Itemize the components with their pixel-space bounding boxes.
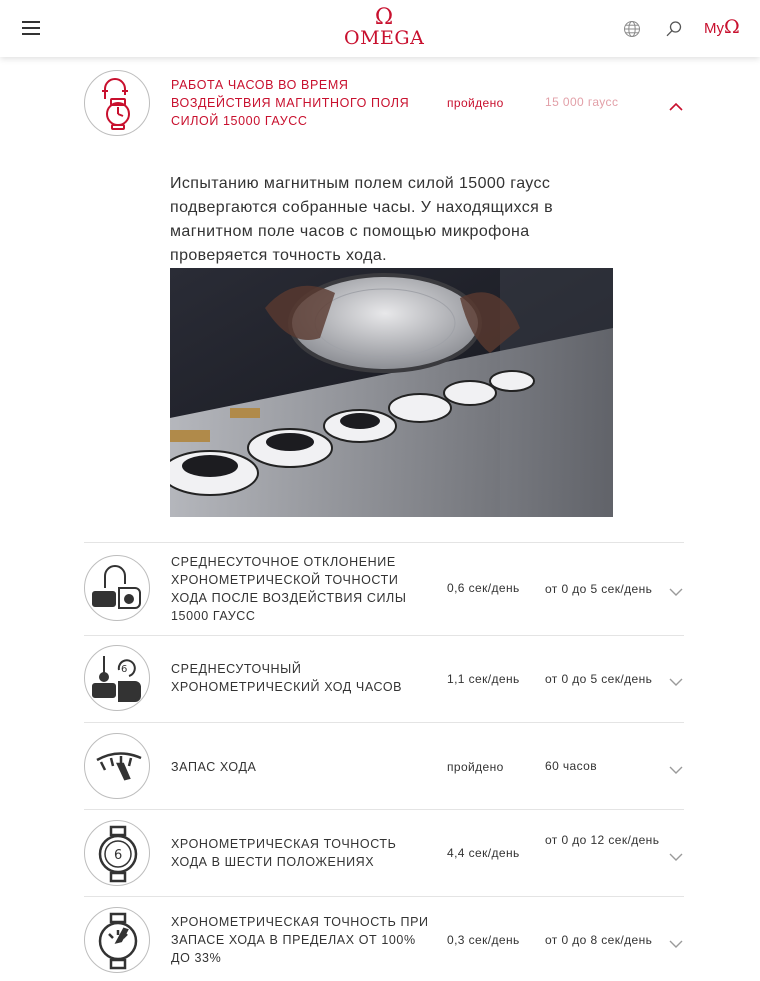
- magnet-watch-icon: [84, 70, 150, 136]
- test-norm: 15 000 гаусс: [545, 95, 619, 109]
- test-title: ЗАПАС ХОДА: [171, 760, 257, 774]
- chevron-down-icon[interactable]: [668, 936, 684, 946]
- row-divider: [84, 809, 684, 810]
- test-result: 0,3 сек/день: [447, 933, 520, 947]
- chevron-up-icon[interactable]: [668, 98, 684, 108]
- test-row-magnetic-field[interactable]: [84, 70, 684, 136]
- test-norm: 60 часов: [545, 759, 597, 773]
- test-description: Испытанию магнитным полем силой 15000 гаусс подвергаются собранные часы. У находящихся в магнитном поле часов с помощью микрофона проверяется точность хода.: [170, 175, 553, 264]
- hamburger-menu-icon[interactable]: [22, 19, 40, 35]
- power-reserve-watch-icon: [84, 907, 150, 973]
- test-row-power-reserve-accuracy[interactable]: [84, 907, 684, 973]
- chevron-down-icon[interactable]: [668, 674, 684, 684]
- test-row-daily-rate[interactable]: [84, 645, 684, 711]
- watch-testing-photo: [170, 268, 613, 517]
- test-result: 4,4 сек/день: [447, 846, 520, 860]
- row-divider: [84, 722, 684, 723]
- test-title: РАБОТА ЧАСОВ ВО ВРЕМЯ ВОЗДЕЙСТВИЯ МАГНИТНОГО ПОЛЯ СИЛОЙ 15000 ГАУСС: [171, 78, 410, 128]
- chevron-down-icon[interactable]: [668, 584, 684, 594]
- test-norm: от 0 до 5 сек/день: [545, 672, 653, 686]
- test-title: ХРОНОМЕТРИЧЕСКАЯ ТОЧНОСТЬ ХОДА В ШЕСТИ ПОЛОЖЕНИЯХ: [171, 837, 397, 869]
- site-header: [0, 0, 760, 57]
- test-title: СРЕДНЕСУТОЧНЫЙ ХРОНОМЕТРИЧЕСКИЙ ХОД ЧАСОВ: [171, 662, 403, 694]
- six-positions-icon: [84, 820, 150, 886]
- row-divider: [84, 542, 684, 543]
- my-omega-symbol: Ω: [724, 16, 740, 38]
- test-norm: от 0 до 8 сек/день: [545, 933, 653, 947]
- chevron-down-icon[interactable]: [668, 762, 684, 772]
- magnet-deviation-icon: [84, 555, 150, 621]
- test-result: 0,6 сек/день: [447, 581, 520, 595]
- test-result: пройдено: [447, 760, 504, 774]
- svg-text:6: 6: [121, 664, 128, 675]
- test-norm: от 0 до 12 сек/день: [545, 833, 660, 847]
- logo-wordmark: OMEGA: [344, 27, 425, 49]
- test-title: СРЕДНЕСУТОЧНОЕ ОТКЛОНЕНИЕ ХРОНОМЕТРИЧЕСКОЙ ТОЧНОСТИ ХОДА ПОСЛЕ ВОЗДЕЙСТВИЯ СИЛЫ 15000 ГАУСС: [171, 555, 407, 623]
- row-divider: [84, 635, 684, 636]
- test-row-deviation-after-magnet[interactable]: [84, 555, 684, 621]
- test-norm: от 0 до 5 сек/день: [545, 582, 653, 596]
- chevron-down-icon[interactable]: [668, 849, 684, 859]
- logo-symbol: Ω: [374, 5, 394, 30]
- test-row-power-reserve[interactable]: [84, 733, 684, 799]
- row-divider: [84, 896, 684, 897]
- test-result: пройдено: [447, 96, 504, 110]
- test-row-six-positions[interactable]: [84, 820, 684, 886]
- my-label: My: [704, 20, 724, 37]
- search-icon[interactable]: [665, 20, 683, 38]
- power-reserve-icon: [84, 733, 150, 799]
- test-title: ХРОНОМЕТРИЧЕСКАЯ ТОЧНОСТЬ ПРИ ЗАПАСЕ ХОДА В ПРЕДЕЛАХ ОТ 100% ДО 33%: [171, 915, 429, 965]
- omega-logo[interactable]: [344, 5, 425, 50]
- globe-icon[interactable]: [623, 20, 641, 38]
- svg-text:6: 6: [114, 848, 123, 863]
- test-result: 1,1 сек/день: [447, 672, 520, 686]
- thermometer-rate-icon: [84, 645, 150, 711]
- my-omega-link[interactable]: [704, 16, 740, 40]
